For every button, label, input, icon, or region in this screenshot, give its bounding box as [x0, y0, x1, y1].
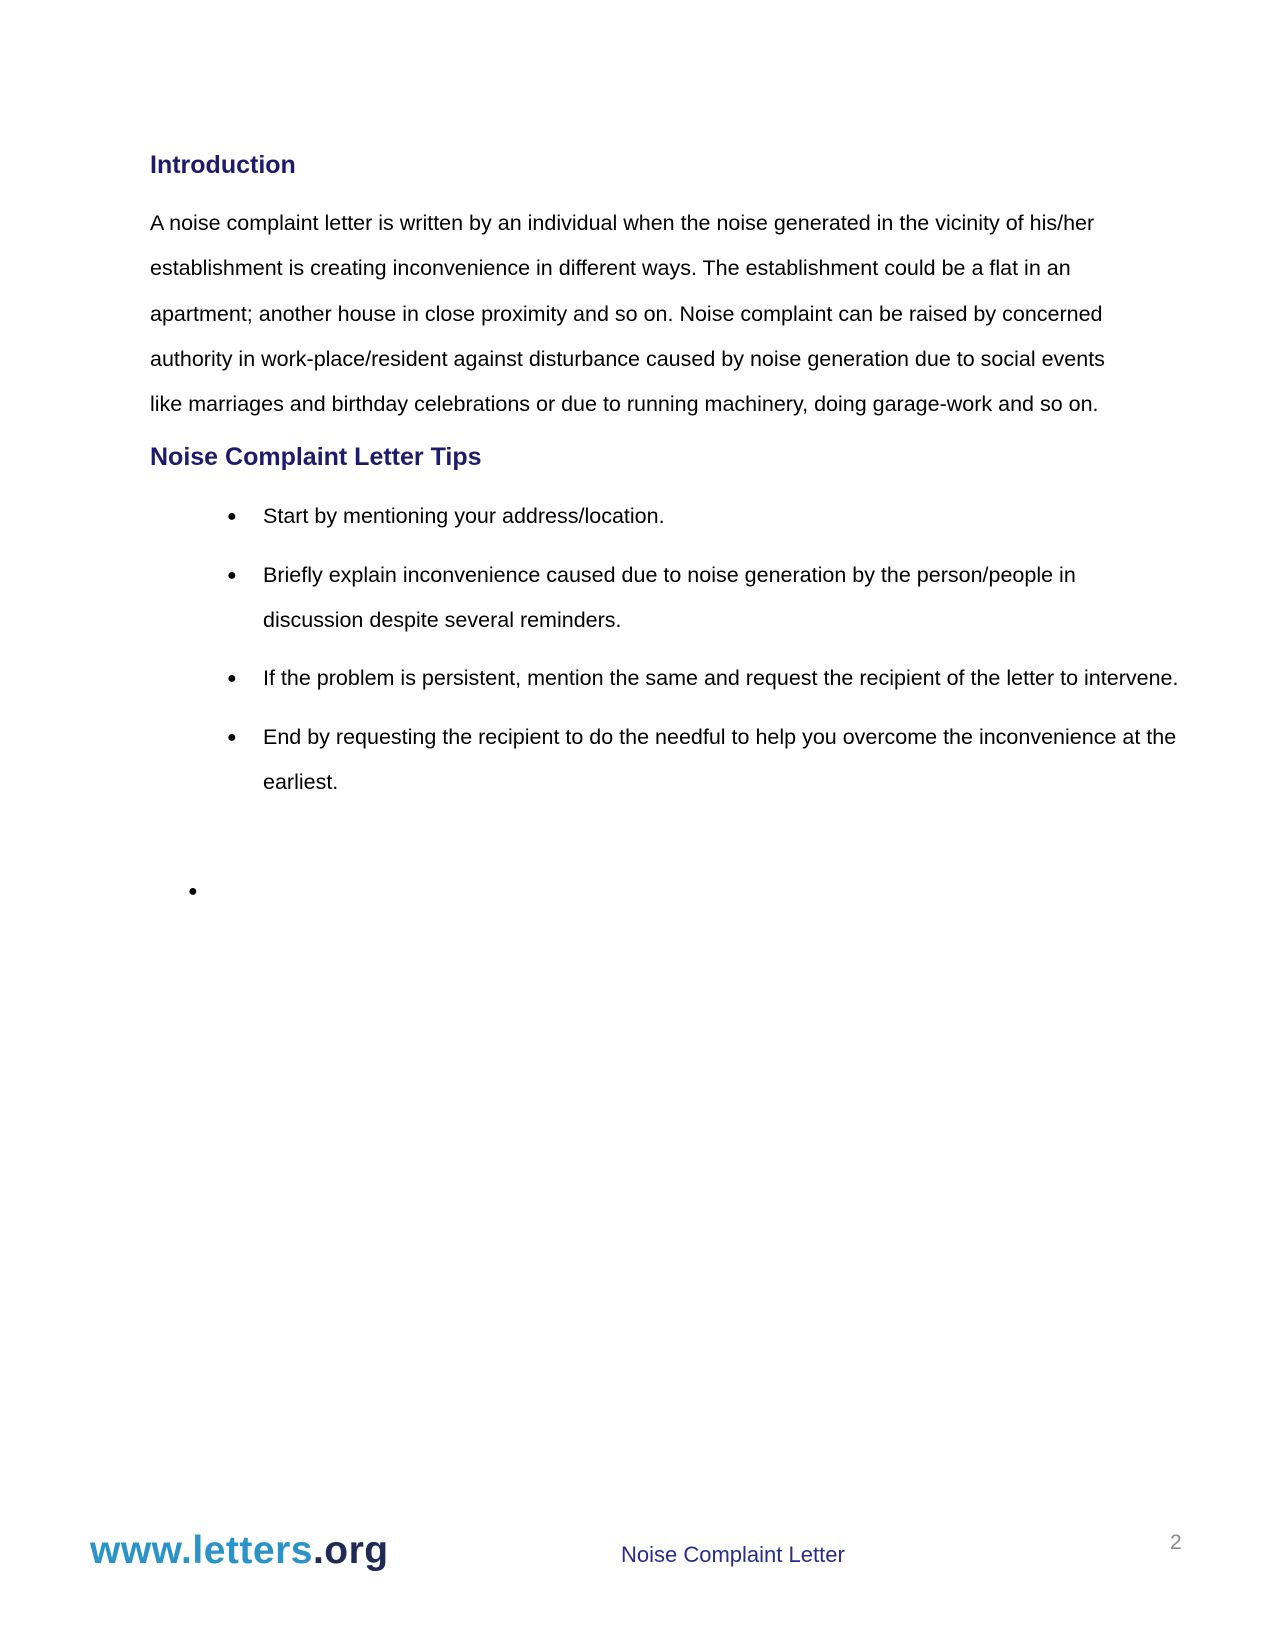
- tip-text: Briefly explain inconvenience caused due to noise generation by the person/people in discussion despite several reminders.: [263, 562, 1076, 633]
- page-number: 2: [1170, 1531, 1182, 1554]
- tips-list: [150, 494, 1180, 805]
- tip-text: Start by mentioning your address/location.: [263, 504, 665, 529]
- paragraph-line: A noise complaint letter is written by an individual when the noise generated in the vicinity of his/her: [150, 211, 1095, 235]
- logo-suffix-text: .org: [312, 1529, 389, 1572]
- introduction-heading: Introduction: [150, 151, 296, 179]
- bullet-icon: ●: [227, 670, 237, 688]
- paragraph-line: establishment is creating inconvenience in different ways. The establishment could be a flat in an: [150, 256, 1071, 281]
- tip-text: If the problem is persistent, mention the same and request the recipient of the letter to intervene.: [263, 666, 1179, 691]
- list-item: [150, 715, 1180, 806]
- logo-main-text: www.letters: [90, 1529, 313, 1572]
- tips-heading: Noise Complaint Letter Tips: [150, 443, 482, 472]
- paragraph-line: apartment; another house in close proximity and so on. Noise complaint can be raised by concerned: [150, 301, 1103, 326]
- list-item: [150, 494, 1180, 539]
- list-item: [150, 553, 1180, 644]
- tip-text: End by requesting the recipient to do the needful to help you overcome the inconvenience at the earliest.: [263, 724, 1177, 794]
- bullet-icon: ●: [227, 566, 237, 584]
- footer-document-title: Noise Complaint Letter: [621, 1542, 845, 1567]
- letters-org-logo[interactable]: [90, 1529, 389, 1573]
- paragraph-line: authority in work-place/resident against disturbance caused by noise generation due to social events: [150, 346, 1105, 371]
- bullet-icon: ●: [227, 728, 237, 746]
- bullet-icon: ●: [227, 508, 237, 526]
- introduction-paragraph: [150, 201, 1180, 427]
- paragraph-line: like marriages and birthday celebrations or due to running machinery, doing garage-work and so on.: [150, 392, 1099, 417]
- empty-bullet-icon: ●: [188, 883, 198, 900]
- page-content: [150, 148, 1180, 818]
- list-item: [150, 656, 1180, 701]
